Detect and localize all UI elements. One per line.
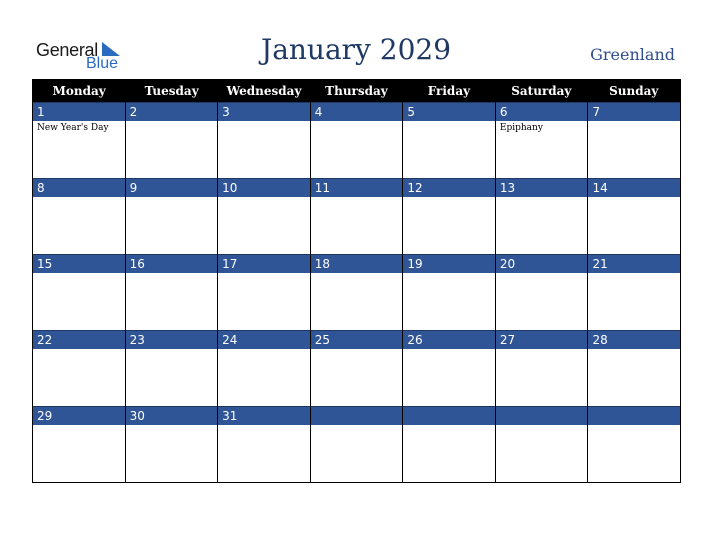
day-cell — [311, 178, 404, 254]
weekday-header — [33, 80, 680, 102]
day-number: 6 — [496, 102, 588, 121]
holiday-label — [218, 425, 310, 426]
day-cell — [33, 178, 126, 254]
day-number: 29 — [33, 406, 125, 425]
day-number: 7 — [588, 102, 680, 121]
day-number: 8 — [33, 178, 125, 197]
holiday-label — [588, 197, 680, 198]
day-cell — [496, 102, 589, 178]
day-number: 12 — [403, 178, 495, 197]
calendar-title: January 2029 — [260, 33, 452, 66]
day-number: 31 — [218, 406, 310, 425]
day-cell — [403, 330, 496, 406]
day-number: 3 — [218, 102, 310, 121]
day-cell — [218, 102, 311, 178]
day-cell — [403, 254, 496, 330]
day-number: 13 — [496, 178, 588, 197]
day-number: 4 — [311, 102, 403, 121]
holiday-label — [311, 273, 403, 274]
holiday-label — [496, 349, 588, 350]
holiday-label — [496, 273, 588, 274]
day-number: 16 — [126, 254, 218, 273]
holiday-label — [403, 349, 495, 350]
week-row — [33, 102, 680, 178]
holiday-label — [496, 197, 588, 198]
day-cell — [588, 406, 680, 482]
weekday-tuesday: Tuesday — [144, 84, 199, 98]
day-number — [403, 406, 495, 425]
day-number: 22 — [33, 330, 125, 349]
day-number: 23 — [126, 330, 218, 349]
day-cell — [33, 102, 126, 178]
weekday-friday: Friday — [427, 84, 471, 98]
day-cell — [311, 406, 404, 482]
holiday-label — [311, 197, 403, 198]
day-cell — [218, 254, 311, 330]
day-cell — [126, 254, 219, 330]
holiday-label — [126, 349, 218, 350]
day-number — [496, 406, 588, 425]
day-cell — [218, 178, 311, 254]
day-number: 9 — [126, 178, 218, 197]
day-cell — [218, 330, 311, 406]
holiday-label — [403, 121, 495, 122]
weekday-monday: Monday — [52, 84, 106, 98]
day-number: 17 — [218, 254, 310, 273]
holiday-label — [126, 273, 218, 274]
holiday-label: Epiphany — [499, 123, 543, 133]
week-row — [33, 254, 680, 330]
day-cell — [588, 102, 680, 178]
day-number: 24 — [218, 330, 310, 349]
holiday-label — [311, 121, 403, 122]
week-row — [33, 330, 680, 406]
calendar-grid — [32, 79, 681, 483]
day-number — [311, 406, 403, 425]
day-cell — [33, 254, 126, 330]
day-cell — [218, 406, 311, 482]
weeks-container — [33, 102, 680, 482]
holiday-label — [588, 425, 680, 426]
day-cell — [126, 330, 219, 406]
day-cell — [588, 178, 680, 254]
day-number: 27 — [496, 330, 588, 349]
holiday-label — [588, 273, 680, 274]
holiday-label — [126, 197, 218, 198]
day-number: 10 — [218, 178, 310, 197]
holiday-label — [33, 197, 125, 198]
holiday-label — [218, 273, 310, 274]
holiday-label — [311, 349, 403, 350]
holiday-label — [218, 197, 310, 198]
holiday-label — [218, 121, 310, 122]
logo-text-blue: Blue — [86, 55, 119, 72]
day-number: 15 — [33, 254, 125, 273]
logo-text-general: General — [36, 40, 98, 60]
day-number: 5 — [403, 102, 495, 121]
holiday-label — [311, 425, 403, 426]
holiday-label — [588, 349, 680, 350]
holiday-label — [403, 425, 495, 426]
region-label: Greenland — [590, 45, 675, 64]
holiday-label — [33, 349, 125, 350]
day-cell — [403, 102, 496, 178]
day-cell — [33, 406, 126, 482]
day-cell — [403, 406, 496, 482]
holiday-label — [33, 425, 125, 426]
week-row — [33, 178, 680, 254]
holiday-label — [126, 425, 218, 426]
weekday-saturday: Saturday — [511, 84, 572, 98]
day-number: 25 — [311, 330, 403, 349]
weekday-wednesday: Wednesday — [226, 84, 302, 98]
day-cell — [311, 254, 404, 330]
holiday-label — [33, 273, 125, 274]
day-cell — [33, 330, 126, 406]
day-number: 21 — [588, 254, 680, 273]
day-number: 14 — [588, 178, 680, 197]
holiday-label — [218, 349, 310, 350]
day-cell — [496, 178, 589, 254]
day-number: 28 — [588, 330, 680, 349]
day-number: 2 — [126, 102, 218, 121]
holiday-label — [403, 273, 495, 274]
day-number: 18 — [311, 254, 403, 273]
day-cell — [311, 102, 404, 178]
day-cell — [588, 330, 680, 406]
day-cell — [496, 254, 589, 330]
day-cell — [126, 406, 219, 482]
weekday-thursday: Thursday — [325, 84, 388, 98]
day-number: 19 — [403, 254, 495, 273]
day-number: 26 — [403, 330, 495, 349]
weekday-sunday: Sunday — [609, 84, 659, 98]
day-number: 11 — [311, 178, 403, 197]
day-cell — [126, 178, 219, 254]
holiday-label — [588, 121, 680, 122]
holiday-label: New Year's Day — [37, 123, 109, 133]
holiday-label — [496, 425, 588, 426]
day-number: 20 — [496, 254, 588, 273]
day-cell — [496, 330, 589, 406]
day-cell — [403, 178, 496, 254]
day-cell — [588, 254, 680, 330]
day-number: 30 — [126, 406, 218, 425]
day-cell — [311, 330, 404, 406]
holiday-label — [126, 121, 218, 122]
holiday-label — [403, 197, 495, 198]
day-cell — [496, 406, 589, 482]
day-cell — [126, 102, 219, 178]
day-number: 1 — [33, 102, 125, 121]
week-row — [33, 406, 680, 482]
day-number — [588, 406, 680, 425]
